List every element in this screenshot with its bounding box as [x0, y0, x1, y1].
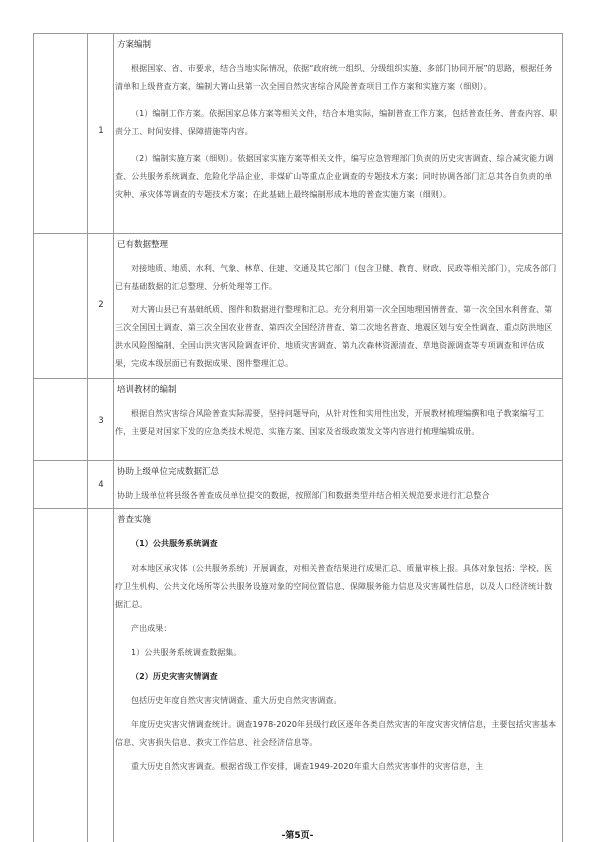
- row-number: 2: [98, 300, 104, 310]
- row-number: 3: [98, 416, 104, 426]
- table-border-top: [33, 33, 562, 34]
- row-content: [115, 405, 558, 441]
- paragraph: 对接地质、地质、水利、气象、林草、住建、交通及其它部门（包含卫健、教育、财政、民政等相关部门），完成各部门已有基础数据的汇总整理、分析处理等工作。: [115, 264, 557, 291]
- paragraph: （1）编制工作方案。依据国家总体方案等相关文件，结合本地实际，编制普查工作方案，包括普查任务、普查内容、职责分工、时间安排、保障措施等内容。: [115, 109, 558, 136]
- paragraph: 根据国家、省、市要求，结合当地实际情况，依据“政府统一组织、分级组织实施、多部门协同开展”的思路，根据任务清单和上级普查方案，编制大箐山县第一次全国自然灾害综合风险普查项目工作方案和实施方案（细则）。: [115, 64, 553, 91]
- row-number: 1: [98, 126, 104, 136]
- row-content: [117, 487, 560, 505]
- row-content: [115, 260, 558, 373]
- row-title: 培训教材的编制: [117, 385, 177, 395]
- row-content: [115, 60, 558, 204]
- paragraph: 对大箐山县已有基础纸质、图件和数据进行整理和汇总。充分利用第一次全国地理国情普查、第一次全国水利普查、第三次全国国土调查、第三次全国农业普查、第四次全国经济普查、第二次地名普查、地震区划与安全性调查、重点防洪地区洪水风险图编制、全国山洪灾害风险调查评价、地质灾害调查、第九次森林资源清查、草地资源调查等专项调查和评估成果，完成本级层面已有数据成果、图件整理汇总。: [115, 305, 553, 368]
- paragraph: 产出成果：: [131, 624, 172, 633]
- table-border-left: [33, 33, 34, 842]
- row-content: [115, 535, 558, 776]
- row-divider: [33, 233, 562, 234]
- row-title: 普查实施: [117, 515, 152, 525]
- table-divider-2: [113, 33, 114, 842]
- paragraph: 重大历史自然灾害调查。根据省级工作安排，调查1949-2020年重大自然灾害事件的灾害信息，主: [131, 762, 484, 771]
- table-border-right: [562, 33, 563, 842]
- row-number: 4: [98, 480, 104, 490]
- paragraph: 协助上级单位将县级各普查成员单位提交的数据，按照部门和数据类型并结合相关规范要求进行汇总整合: [117, 491, 490, 500]
- paragraph: （2）编制实施方案（细则）。依据国家实施方案等相关文件，编写应急管理部门负责的历史灾害调查、综合减灾能力调查、公共服务系统调查、危险化学品企业、非煤矿山等重点企业调查的专题技术方案；同时协调各部门汇总其各自负责的单灾种、承灾体等调查的专题技术方案；在此基础上最终编制形成本地的普查实施方案（细则）。: [115, 154, 554, 199]
- row-divider: [33, 378, 562, 379]
- table-divider-1: [87, 33, 88, 842]
- page-number: -第5页-: [281, 831, 314, 841]
- paragraph: 包括历史年度自然灾害灾情调查、重大历史自然灾害调查。: [131, 696, 342, 705]
- paragraph: 对本地区承灾体（公共服务系统）开展调查，对相关普查结果进行成果汇总、质量审核上报。具体对象包括：学校、医疗卫生机构、公共文化场所等公共服务设施对象的空间位置信息、保障服务能力信息及灾害属性信息，以及人口经济统计数据汇总。: [115, 564, 553, 609]
- paragraph: 1）公共服务系统调查数据集。: [131, 648, 242, 657]
- row-divider: [33, 508, 562, 509]
- paragraph: 年度历史灾害灾情调查统计。调查1978-2020年县级行政区逐年各类自然灾害的年度灾害灾情信息，主要包括灾害基本信息、灾害损失信息、救灾工作信息、社会经济信息等。: [115, 720, 557, 747]
- row-divider: [33, 460, 562, 461]
- row-title: 已有数据整理: [117, 240, 169, 250]
- subheading: （1）公共服务系统调查: [131, 539, 218, 548]
- subheading: （2）历史灾害灾情调查: [131, 672, 218, 681]
- paragraph: 根据自然灾害综合风险普查实际需要，坚持问题导向，从针对性和实用性出发，开展教材梳理编撰和电子教案编写工作，主要是对国家下发的应急类技术规范、实施方案、国家及省级政策发文等内容进行梳理编辑成册。: [115, 409, 545, 436]
- row-title: 协助上级单位完成数据汇总: [117, 467, 220, 477]
- row-title: 方案编制: [117, 40, 152, 50]
